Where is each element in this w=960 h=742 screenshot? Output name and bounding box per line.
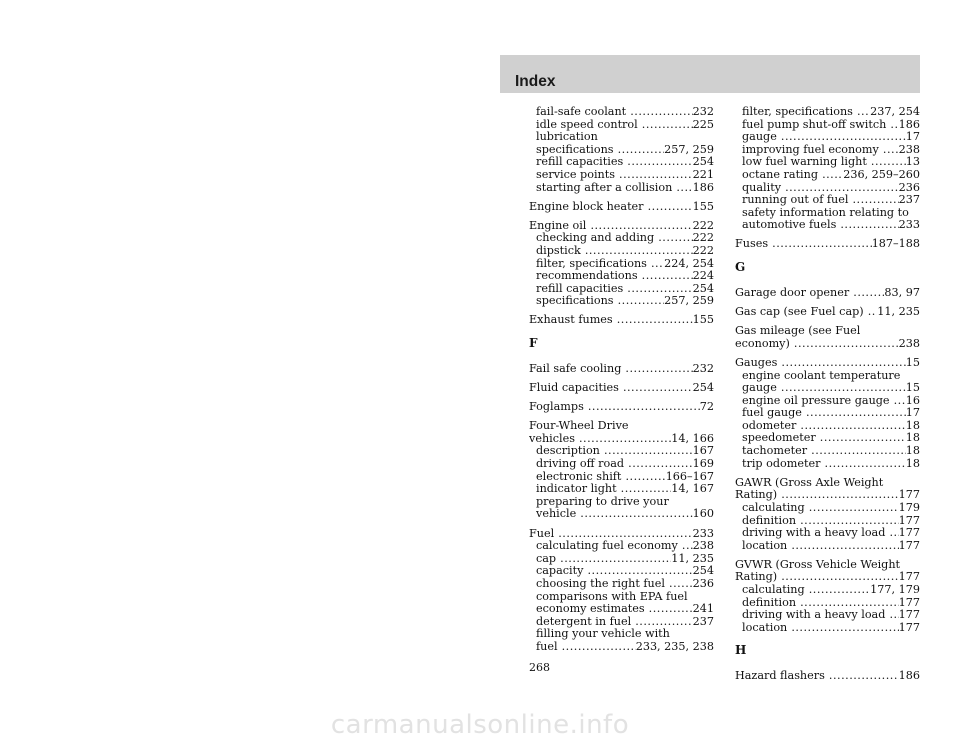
page-ref: 166–167 xyxy=(665,469,714,483)
index-entry xyxy=(529,433,714,446)
entry-label: definition ..... xyxy=(742,597,899,610)
entry-label: Exhaust fumes ..... xyxy=(529,314,693,327)
page-ref: 14, 166 xyxy=(671,431,714,445)
page-ref: 14, 167 xyxy=(671,482,714,496)
page-ref: 72 xyxy=(699,400,714,414)
section-letter: G xyxy=(735,260,746,275)
entry-label: indicator light ..... xyxy=(536,483,671,496)
index-entry xyxy=(735,670,920,683)
entry-label: description ..... xyxy=(536,445,693,458)
index-subentry: comparisons with EPA fuel xyxy=(536,589,688,603)
page-ref: 177 xyxy=(898,488,920,502)
page-ref: 177, 179 xyxy=(870,583,920,596)
index-subentry xyxy=(529,106,714,119)
index-subentry xyxy=(735,540,920,553)
entry-label: location ..... xyxy=(742,622,899,635)
page-ref: 13 xyxy=(905,155,920,169)
index-subentry: filling your vehicle with xyxy=(536,627,670,641)
entry-label: Hazard flashers ..... xyxy=(735,670,899,683)
entry-label: cap ..... xyxy=(536,553,671,566)
index-subentry xyxy=(735,194,920,207)
entry-label: detergent in fuel ..... xyxy=(536,616,693,629)
entry-label: automotive fuels ..... xyxy=(742,219,899,232)
page-ref: 254 xyxy=(692,381,714,395)
index-subentry xyxy=(529,258,714,271)
page-ref: 16 xyxy=(905,393,920,407)
index-entry xyxy=(735,238,920,251)
page-ref: 155 xyxy=(692,313,714,327)
index-subentry xyxy=(529,540,714,553)
page-number: 268 xyxy=(529,661,550,674)
page-ref: 237 xyxy=(692,614,714,628)
index-subentry: engine coolant temperature xyxy=(742,368,901,382)
entry-label: driving off road ..... xyxy=(536,458,693,471)
index-subentry xyxy=(735,445,920,458)
entry-label: fuel pump shut-off switch ..... xyxy=(742,119,899,132)
entry-label: filter, specifications ..... xyxy=(742,106,870,119)
section-letter: F xyxy=(529,336,538,350)
index-subentry xyxy=(529,603,714,616)
entry-label: driving with a heavy load ..... xyxy=(742,527,899,540)
entry-label: Rating) ..... xyxy=(735,489,899,502)
index-subentry xyxy=(735,432,920,445)
index-entry xyxy=(529,382,714,395)
index-subentry: safety information relating to xyxy=(742,205,909,219)
index-subentry xyxy=(529,508,714,521)
page-ref: 238 xyxy=(898,142,920,156)
entry-label: checking and adding ..... xyxy=(536,232,693,245)
page-ref: 11, 235 xyxy=(877,305,920,319)
entry-label: Fuel ..... xyxy=(529,528,693,541)
index-column-left xyxy=(529,106,714,653)
page-ref: 18 xyxy=(905,456,920,470)
index-subentry xyxy=(735,169,920,182)
entry-label: location ..... xyxy=(742,540,899,553)
index-subentry xyxy=(529,578,714,591)
index-subentry xyxy=(735,119,920,132)
index-entry xyxy=(735,489,920,502)
page-ref: 254 xyxy=(692,281,714,295)
index-subentry xyxy=(735,597,920,610)
entry-label: specifications ..... xyxy=(536,144,664,157)
index-subentry xyxy=(735,420,920,433)
section-letter: H xyxy=(735,643,747,658)
page-ref: 186 xyxy=(692,180,714,194)
index-entry xyxy=(735,306,920,319)
entry-label: Gauges ..... xyxy=(735,357,906,370)
entry-label: definition ..... xyxy=(742,515,899,528)
index-subentry xyxy=(529,169,714,182)
page-ref: 221 xyxy=(692,167,714,181)
entry-label: refill capacities ..... xyxy=(536,156,693,169)
entry-label: gauge ..... xyxy=(742,382,906,395)
index-subentry xyxy=(735,106,920,119)
entry-label: Gas cap (see Fuel cap) ..... xyxy=(735,306,877,319)
index-entry: GAWR (Gross Axle Weight xyxy=(735,475,884,489)
index-column-right xyxy=(735,106,920,683)
index-subentry xyxy=(735,144,920,157)
entry-label: calculating fuel economy ..... xyxy=(536,540,693,553)
entry-label: fail-safe coolant ..... xyxy=(536,106,693,119)
entry-label: economy estimates ..... xyxy=(536,603,693,616)
index-subentry xyxy=(529,483,714,496)
entry-label: filter, specifications ..... xyxy=(536,258,664,271)
page-ref: 186 xyxy=(898,117,920,131)
entry-label: trip odometer ..... xyxy=(742,458,906,471)
page-ref: 237, 254 xyxy=(870,105,920,118)
page-ref: 237 xyxy=(898,193,920,207)
entry-label: refill capacities ..... xyxy=(536,283,693,296)
entry-label: fuel gauge ..... xyxy=(742,407,906,420)
entry-label: dipstick ..... xyxy=(536,245,693,258)
page-ref: 177 xyxy=(898,595,920,609)
index-subentry: lubrication xyxy=(536,130,598,144)
page-ref: 160 xyxy=(692,507,714,521)
entry-label: low fuel warning light ..... xyxy=(742,156,906,169)
index-entry xyxy=(529,363,714,376)
index-subentry xyxy=(529,156,714,169)
entry-label: odometer ..... xyxy=(742,420,906,433)
index-subentry xyxy=(529,458,714,471)
index-entry: GVWR (Gross Vehicle Weight xyxy=(735,557,901,571)
page-ref: 167 xyxy=(692,444,714,458)
index-subentry xyxy=(735,622,920,635)
page-ref: 177 xyxy=(898,570,920,584)
index-subentry xyxy=(735,458,920,471)
index-subentry xyxy=(735,182,920,195)
page-ref: 238 xyxy=(898,336,920,350)
page-ref: 177 xyxy=(898,513,920,527)
entry-label: engine oil pressure gauge ..... xyxy=(742,395,906,408)
page-ref: 15 xyxy=(905,355,920,369)
page-ref: 233 xyxy=(692,526,714,540)
entry-label: Garage door opener ..... xyxy=(735,287,884,300)
entry-label: Fuses ..... xyxy=(735,238,872,251)
index-subentry xyxy=(529,144,714,157)
page-ref: 257, 259 xyxy=(664,142,714,156)
index-entry: Four-Wheel Drive xyxy=(529,419,629,433)
index-entry xyxy=(529,220,714,233)
index-subentry xyxy=(529,245,714,258)
page-title: Index xyxy=(515,73,556,90)
index-subentry xyxy=(529,445,714,458)
index-subentry xyxy=(735,407,920,420)
index-header-band xyxy=(500,55,920,93)
page-ref: 18 xyxy=(905,418,920,432)
page-ref: 11, 235 xyxy=(671,551,714,565)
index-subentry: preparing to drive your xyxy=(536,494,669,508)
index-entry: Gas mileage (see Fuel xyxy=(735,324,861,338)
index-subentry xyxy=(529,232,714,245)
page-ref: 225 xyxy=(692,117,714,131)
page-ref: 224, 254 xyxy=(664,256,714,270)
page-ref: 169 xyxy=(692,457,714,471)
page-ref: 241 xyxy=(692,602,714,616)
index-subentry xyxy=(735,219,920,232)
entry-label: gauge ..... xyxy=(742,131,906,144)
index-entry xyxy=(529,528,714,541)
entry-label: vehicle ..... xyxy=(536,508,693,521)
page-ref: 236, 259–260 xyxy=(843,167,920,181)
page-ref: 224 xyxy=(692,269,714,283)
index-subentry xyxy=(735,527,920,540)
entry-label: tachometer ..... xyxy=(742,445,906,458)
index-subentry xyxy=(529,641,714,654)
page-ref: 179 xyxy=(898,500,920,514)
page-ref: 186 xyxy=(898,669,920,683)
page-ref: 18 xyxy=(905,431,920,445)
index-entry xyxy=(735,338,920,351)
page-ref: 155 xyxy=(692,199,714,213)
entry-label: starting after a collision ..... xyxy=(536,182,693,195)
page-ref: 17 xyxy=(905,130,920,144)
index-subentry xyxy=(529,182,714,195)
page-ref: 222 xyxy=(692,218,714,232)
entry-label: recommendations ..... xyxy=(536,270,693,283)
index-subentry xyxy=(529,295,714,308)
page-ref: 177 xyxy=(898,620,920,634)
entry-label: octane rating ..... xyxy=(742,169,843,182)
watermark: carmanualsonline.info xyxy=(330,710,630,740)
index-subentry xyxy=(735,395,920,408)
entry-label: idle speed control ..... xyxy=(536,119,693,132)
entry-label: service points ..... xyxy=(536,169,693,182)
entry-label: electronic shift ..... xyxy=(536,471,666,484)
entry-label: driving with a heavy load ..... xyxy=(742,609,899,622)
page-ref: 177 xyxy=(898,526,920,540)
page-ref: 233 xyxy=(898,218,920,232)
entry-label: quality ..... xyxy=(742,182,899,195)
page-ref: 222 xyxy=(692,231,714,245)
page-ref: 232 xyxy=(692,105,714,118)
entry-label: speedometer ..... xyxy=(742,432,906,445)
page-ref: 254 xyxy=(692,155,714,169)
page-ref: 17 xyxy=(905,406,920,420)
page-ref: 187–188 xyxy=(871,237,920,251)
entry-label: vehicles ..... xyxy=(529,433,671,446)
entry-label: fuel ..... xyxy=(536,641,636,654)
page-ref: 257, 259 xyxy=(664,294,714,308)
page-ref: 236 xyxy=(692,576,714,590)
index-subentry xyxy=(529,553,714,566)
entry-label: Engine oil ..... xyxy=(529,220,693,233)
entry-label: running out of fuel ..... xyxy=(742,194,899,207)
entry-label: Fluid capacities ..... xyxy=(529,382,693,395)
entry-label: capacity ..... xyxy=(536,565,693,578)
entry-label: economy) ..... xyxy=(735,338,899,351)
index-entry xyxy=(529,314,714,327)
page-ref: 233, 235, 238 xyxy=(635,639,714,653)
index-subentry xyxy=(735,515,920,528)
page-ref: 15 xyxy=(905,381,920,395)
page-ref: 83, 97 xyxy=(884,286,920,300)
page-ref: 236 xyxy=(898,180,920,194)
page-ref: 232 xyxy=(692,362,714,375)
index-subentry xyxy=(735,131,920,144)
entry-label: Fail safe cooling ..... xyxy=(529,363,693,376)
page-ref: 18 xyxy=(905,444,920,458)
index-entry xyxy=(735,357,920,370)
page-ref: 177 xyxy=(898,608,920,622)
entry-label: calculating ..... xyxy=(742,502,899,515)
index-subentry xyxy=(529,565,714,578)
page-ref: 222 xyxy=(692,243,714,257)
page-ref: 177 xyxy=(898,538,920,552)
index-subentry xyxy=(735,584,920,597)
index-entry xyxy=(529,401,714,414)
index-entry xyxy=(529,201,714,214)
index-subentry xyxy=(529,270,714,283)
entry-label: Engine block heater ..... xyxy=(529,201,693,214)
index-subentry xyxy=(735,502,920,515)
entry-label: Foglamps ..... xyxy=(529,401,700,414)
index-subentry xyxy=(735,609,920,622)
entry-label: calculating ..... xyxy=(742,584,870,597)
index-subentry xyxy=(735,382,920,395)
entry-label: choosing the right fuel ..... xyxy=(536,578,693,591)
entry-label: Rating) ..... xyxy=(735,571,899,584)
page-ref: 238 xyxy=(692,539,714,553)
entry-label: specifications ..... xyxy=(536,295,664,308)
index-entry xyxy=(735,287,920,300)
page-ref: 254 xyxy=(692,564,714,578)
entry-label: improving fuel economy ..... xyxy=(742,144,899,157)
